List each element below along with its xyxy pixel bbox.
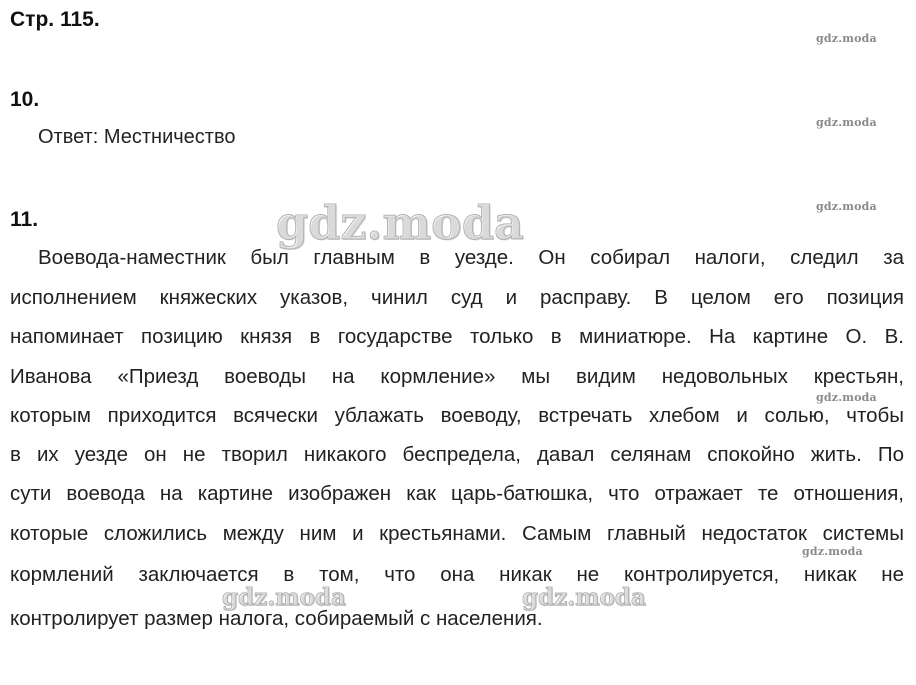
task-11-text-line: в их уезде он не творил никакого беспредела, давал селянам спокойно жить. По	[10, 443, 904, 466]
watermark-small: gdz.moda	[816, 32, 877, 45]
task-11-text-line: которые сложились между ним и крестьянами. Самым главный недостаток системы	[10, 522, 904, 545]
task-11-text-line: которым приходится всячески ублажать воеводу, встречать хлебом и солью, чтобы	[10, 404, 904, 427]
page-title: Стр. 115.	[10, 8, 100, 31]
task-11-text-line: контролирует размер налога, собираемый с населения.	[10, 607, 543, 630]
watermark-small: gdz.moda	[816, 116, 877, 129]
task-11-text-line: Иванова «Приезд воеводы на кормление» мы видим недовольных крестьян,	[10, 365, 904, 388]
task-11-text-line: сути воевода на картине изображен как царь-батюшка, что отражает те отношения,	[10, 482, 904, 505]
task-11-text-line: исполнением княжеских указов, чинил суд и расправу. В целом его позиция	[10, 286, 904, 309]
task-11-text-line: кормлений заключается в том, что она никак не контролируется, никак не	[10, 563, 904, 586]
watermark-small: gdz.moda	[816, 200, 877, 213]
watermark-small: gdz.moda	[816, 391, 877, 404]
task-11-number: 11.	[10, 208, 39, 231]
watermark-large: gdz.moda	[222, 584, 346, 611]
task-11-text-line: напоминает позицию князя в государстве только в миниатюре. На картине О. В.	[10, 325, 904, 348]
watermark-small: gdz.moda	[802, 545, 863, 558]
watermark-large: gdz.moda	[522, 584, 646, 611]
task-10-answer: Ответ: Местничество	[38, 126, 236, 148]
task-10-number: 10.	[10, 88, 40, 111]
task-11-text-line: Воевода-наместник был главным в уезде. Он собирал налоги, следил за	[38, 246, 904, 269]
watermark-large: gdz.moda	[276, 196, 524, 250]
